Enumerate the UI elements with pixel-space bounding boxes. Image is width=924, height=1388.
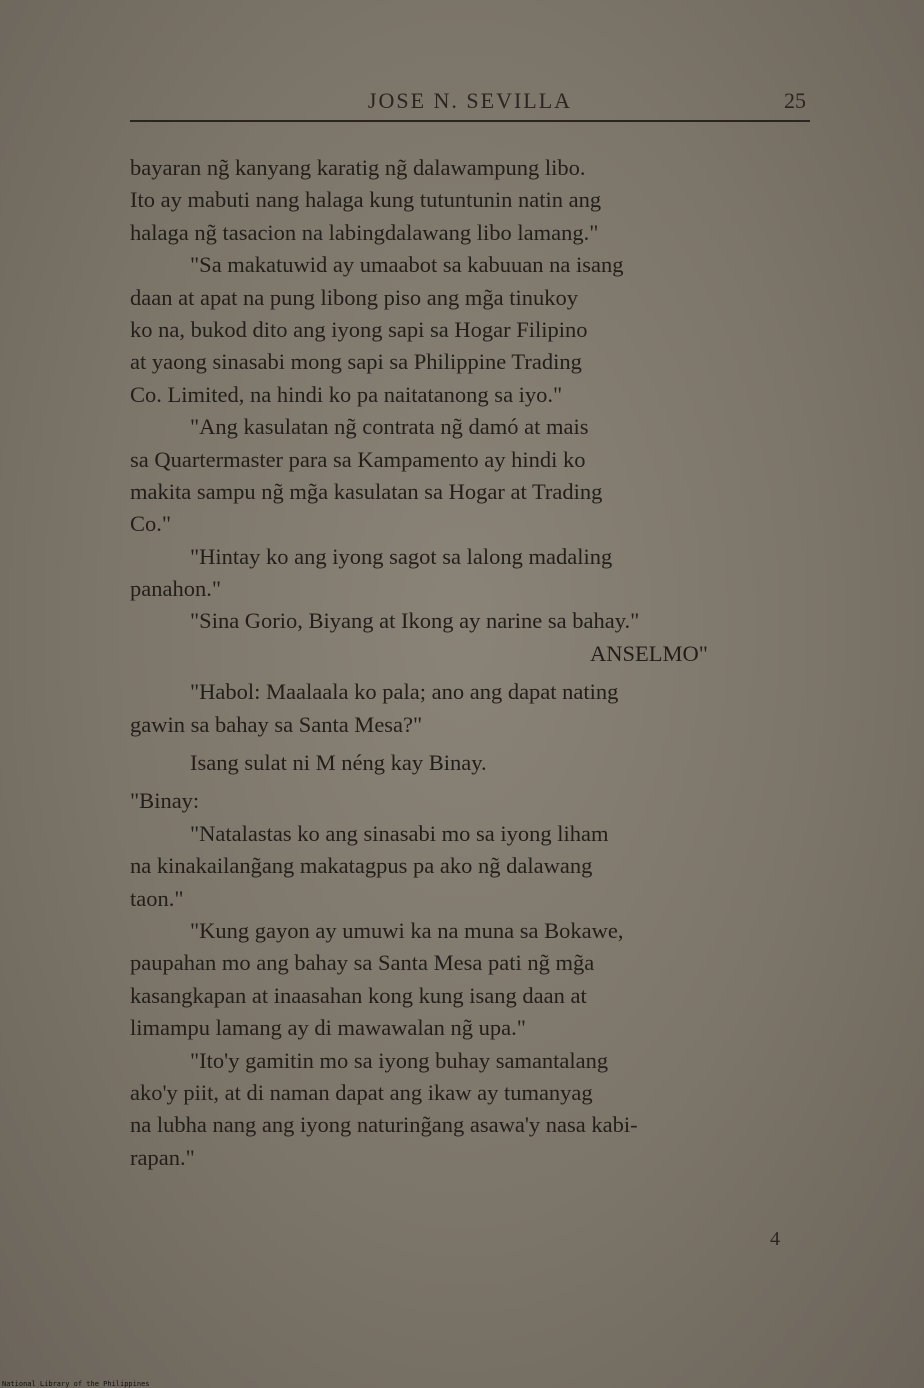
text-line: bayaran ng̃ kanyang karatig ng̃ dalawampung libo. [130,155,586,180]
page-number: 25 [784,88,806,113]
salutation-line: "Binay: [130,788,200,814]
library-credit: National Library of the Philippines [2,1380,150,1388]
text-line: Isang sulat ni M néng kay Binay. [190,750,487,776]
body-text [130,152,808,1174]
text-line: gawin sa bahay sa Santa Mesa?" [130,711,423,737]
text-line: "Natalastas ko ang sinasabi mo sa iyong liham [190,820,609,846]
text-line: daan at apat na pung libong piso ang mg̃a tinukoy [130,284,579,310]
text-line: na lubha nang ang iyong naturing̃ang asawa'y nasa kabi- [130,1112,638,1138]
text-line: "Sina Gorio, Biyang at Ikong ay narine sa bahay." [190,608,640,634]
text-line: taon." [130,885,184,911]
text-line: "Kung gayon ay umuwi ka na muna sa Bokawe, [190,917,624,943]
running-header [130,88,810,122]
text-line: "Sa makatuwid ay umaabot sa kabuuan na isang [190,252,624,278]
text-line: kasangkapan at inaasahan kong kung isang daan at [130,982,587,1008]
text-line: makita sampu ng̃ mg̃a kasulatan sa Hogar at Trading [130,478,603,504]
text-line: paupahan mo ang bahay sa Santa Mesa pati ng̃ mg̃a [130,950,595,976]
text-line: rapan." [130,1144,195,1170]
text-line: Co. Limited, na hindi ko pa naitatanong sa iyo." [130,381,563,407]
text-line: at yaong sinasabi mong sapi sa Philippine Trading [130,349,582,375]
header-title: JOSE N. SEVILLA [367,88,573,113]
text-line: Ito ay mabuti nang halaga kung tutuntunin natin ang [130,187,602,213]
text-line: "Hintay ko ang iyong sagot sa lalong madaling [190,543,613,569]
text-line: na kinakailang̃ang makatagpus pa ako ng̃ dalawang [130,853,593,879]
text-line: "Ang kasulatan ng̃ contrata ng̃ damó at mais [190,414,589,440]
text-line: limampu lamang ay di mawawalan ng̃ upa." [130,1015,526,1041]
text-line: ko na, bukod dito ang iyong sapi sa Hogar Filipino [130,316,588,342]
text-line: Co." [130,511,172,537]
text-line: "Ito'y gamitin mo sa iyong buhay samantalang [190,1047,609,1073]
text-line: "Habol: Maalaala ko pala; ano ang dapat nating [190,679,619,705]
signature-line: ANSELMO" [590,640,708,666]
text-line: halaga ng̃ tasacion na labingdalawang libo lamang." [130,219,599,245]
text-line: panahon." [130,576,222,602]
text-line: sa Quartermaster para sa Kampamento ay hindi ko [130,446,586,472]
text-line: ako'y piit, at di naman dapat ang ikaw ay tumanyag [130,1079,593,1105]
signature-mark: 4 [770,1228,780,1250]
